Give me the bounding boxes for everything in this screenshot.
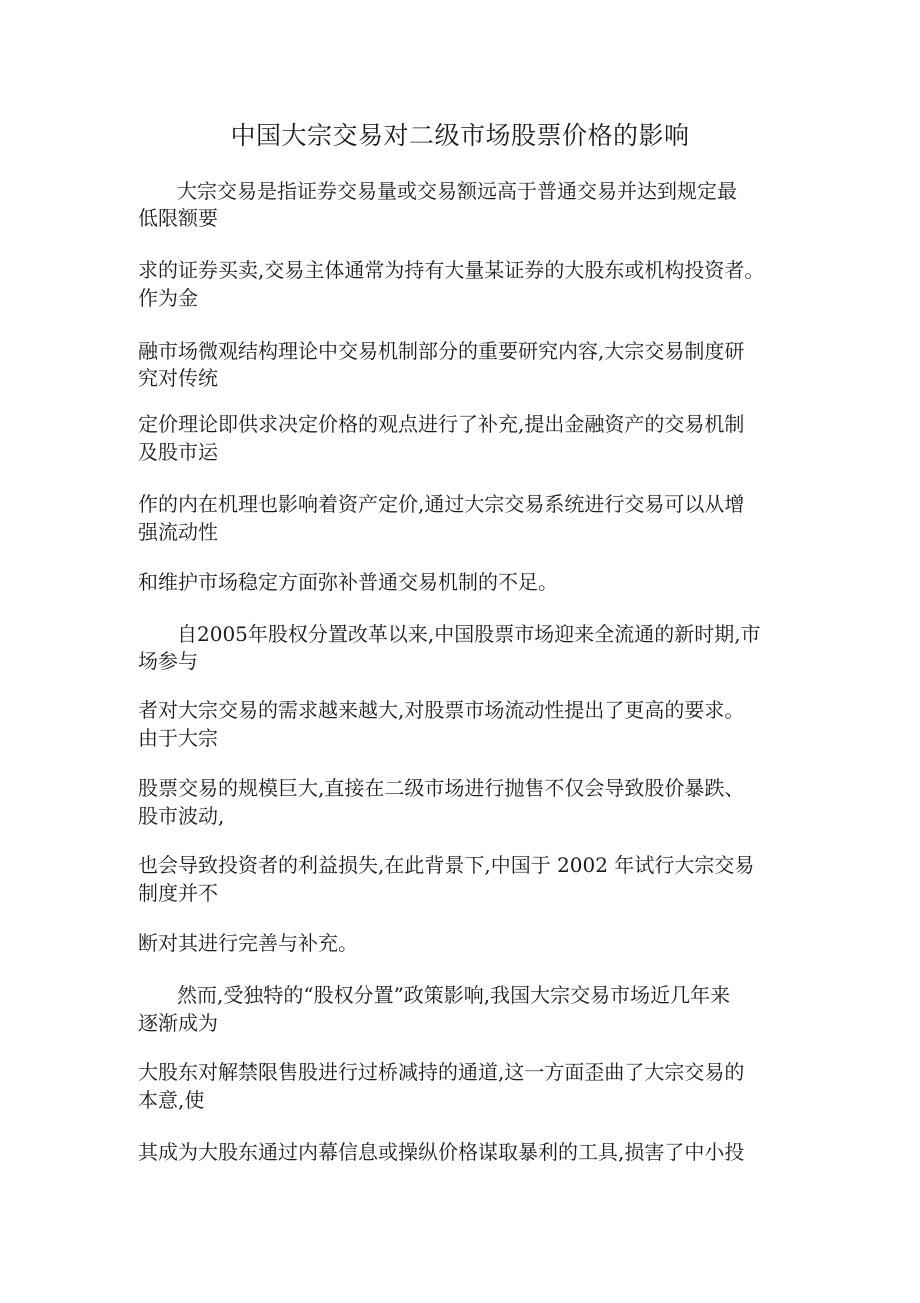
paragraph-line: 由于大宗	[138, 726, 218, 750]
paragraph-line: 及股市运	[138, 440, 218, 464]
paragraph-line: 强流动性	[138, 520, 218, 544]
paragraph-line: 求的证券买卖,交易主体通常为持有大量某证券的大股东或机构投资者。	[138, 258, 765, 282]
paragraph-line: 究对传统	[138, 366, 218, 390]
paragraph-line: 者对大宗交易的需求越来越大,对股票市场流动性提出了更高的要求。	[138, 698, 745, 722]
paragraph-line: 和维护市场稳定方面弥补普通交易机制的不足。	[138, 570, 558, 594]
paragraph-line: 大股东对解禁限售股进行过桥减持的通道,这一方面歪曲了大宗交易的	[138, 1060, 745, 1084]
paragraph-line: 然而,受独特的“股权分置”政策影响,我国大宗交易市场近几年来	[177, 983, 731, 1007]
paragraph-line: 融市场微观结构理论中交易机制部分的重要研究内容,大宗交易制度研	[138, 339, 745, 363]
paragraph-line: 定价理论即供求决定价格的观点进行了补充,提出金融资产的交易机制	[138, 412, 745, 436]
paragraph-line: 作为金	[138, 286, 198, 310]
paragraph-line: 低限额要	[138, 206, 218, 230]
paragraph-line: 自2005年股权分置改革以来,中国股票市场迎来全流通的新时期,市	[177, 622, 761, 646]
paragraph-line: 本意,使	[138, 1088, 205, 1112]
paragraph-line: 股市波动,	[138, 804, 225, 828]
paragraph-line: 逐渐成为	[138, 1011, 218, 1035]
paragraph-line: 其成为大股东通过内幕信息或操纵价格谋取暴利的工具,损害了中小投	[138, 1140, 745, 1164]
paragraph-line: 大宗交易是指证券交易量或交易额远高于普通交易并达到规定最	[177, 179, 737, 203]
paragraph-line: 制度并不	[138, 881, 218, 905]
document-title: 中国大宗交易对二级市场股票价格的影响	[230, 121, 690, 150]
paragraph-line: 股票交易的规模巨大,直接在二级市场进行抛售不仅会导致股价暴跌、	[138, 776, 745, 800]
paragraph-line: 场参与	[138, 649, 198, 673]
paragraph-line: 断对其进行完善与补充。	[138, 931, 358, 955]
paragraph-line: 也会导致投资者的利益损失,在此背景下,中国于 2002 年试行大宗交易	[138, 853, 755, 877]
paragraph-line: 作的内在机理也影响着资产定价,通过大宗交易系统进行交易可以从增	[138, 492, 745, 516]
